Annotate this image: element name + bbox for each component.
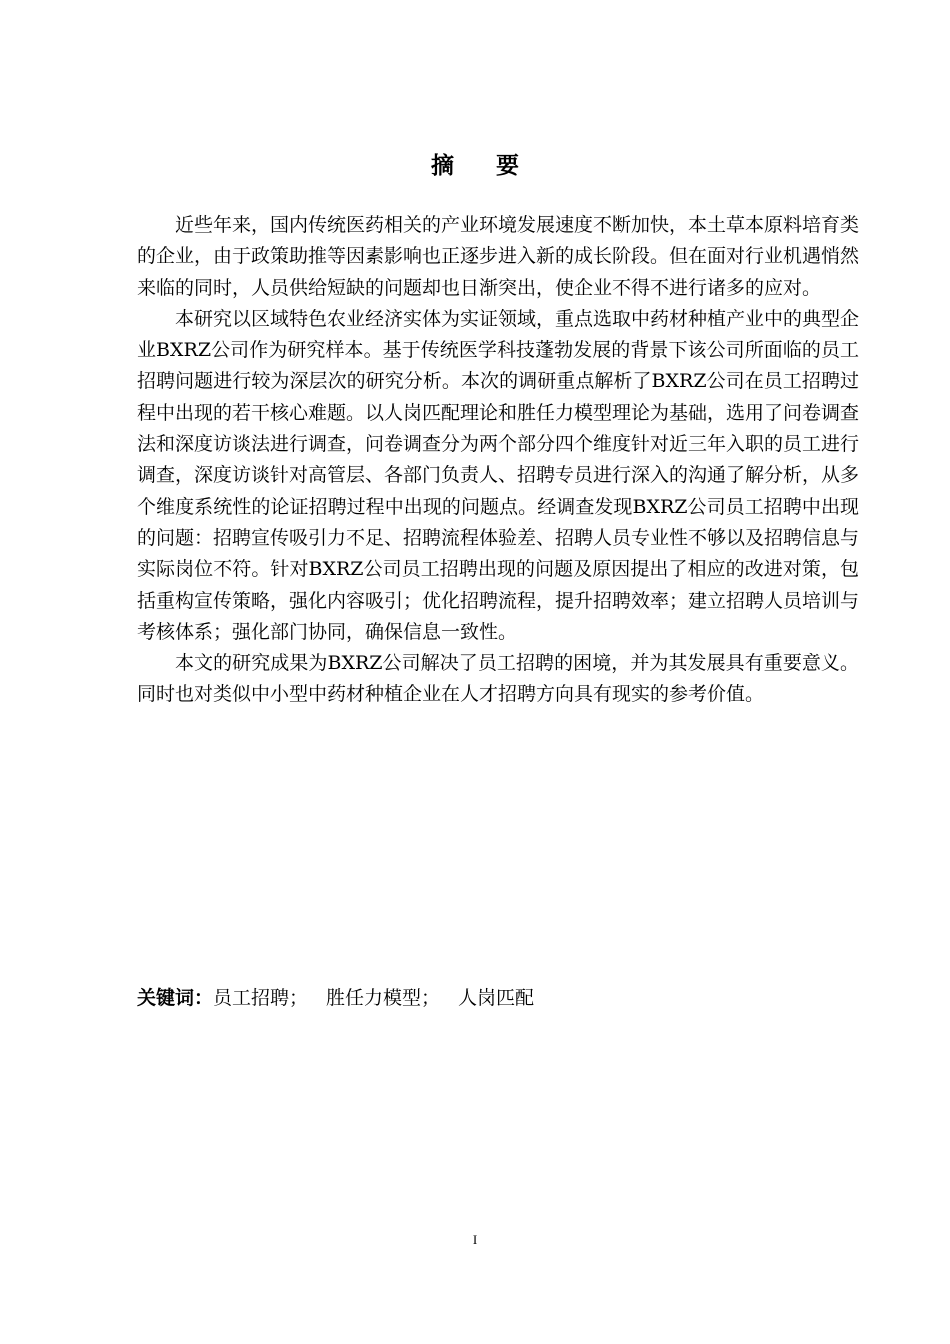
page-number: I: [472, 1232, 478, 1247]
keywords-label: 关键词：: [137, 987, 214, 1009]
keywords-line: [137, 983, 552, 1014]
keyword-3: 人岗匹配: [458, 987, 535, 1009]
abstract-body: [137, 210, 859, 711]
abstract-paragraph-3: 本文的研究成果为BXRZ公司解决了员工招聘的困境，并为其发展具有重要意义。同时也对类似中小型中药材种植企业在人才招聘方向具有现实的参考价值。: [137, 652, 859, 706]
keyword-2: 胜任力模型；: [326, 987, 441, 1009]
abstract-paragraph-2: 本研究以区域特色农业经济实体为实证领域，重点选取中药材种植产业中的典型企业BXRZ公司作为研究样本。基于传统医学科技蓬勃发展的背景下该公司所面临的员工招聘问题进行较为深层次的研究分析。本次的调研重点解析了BXRZ公司在员工招聘过程中出现的若干核心难题。以人岗匹配理论和胜任力模型理论为基础，选用了问卷调查法和深度访谈法进行调查，问卷调查分为两个部分四个维度针对近三年入职的员工进行调查，深度访谈针对高管层、各部门负责人、招聘专员进行深入的沟通了解分析，从多个维度系统性的论证招聘过程中出现的问题点。经调查发现BXRZ公司员工招聘中出现的问题：招聘宣传吸引力不足、招聘流程体验差、招聘人员专业性不够以及招聘信息与实际岗位不符。针对BXRZ公司员工招聘出现的问题及原因提出了相应的改进对策，包括重构宣传策略，强化内容吸引；优化招聘流程，提升招聘效率；建立招聘人员培训与考核体系；强化部门协同，确保信息一致性。: [137, 307, 860, 643]
abstract-title: 摘要: [431, 153, 561, 179]
abstract-paragraph-1: 近些年来，国内传统医药相关的产业环境发展速度不断加快，本土草本原料培育类的企业，由于政策助推等因素影响也正逐步进入新的成长阶段。但在面对行业机遇悄然来临的同时，人员供给短缺的问题却也日渐突出，使企业不得不进行诸多的应对。: [137, 214, 860, 299]
keyword-1: 员工招聘；: [213, 987, 309, 1009]
